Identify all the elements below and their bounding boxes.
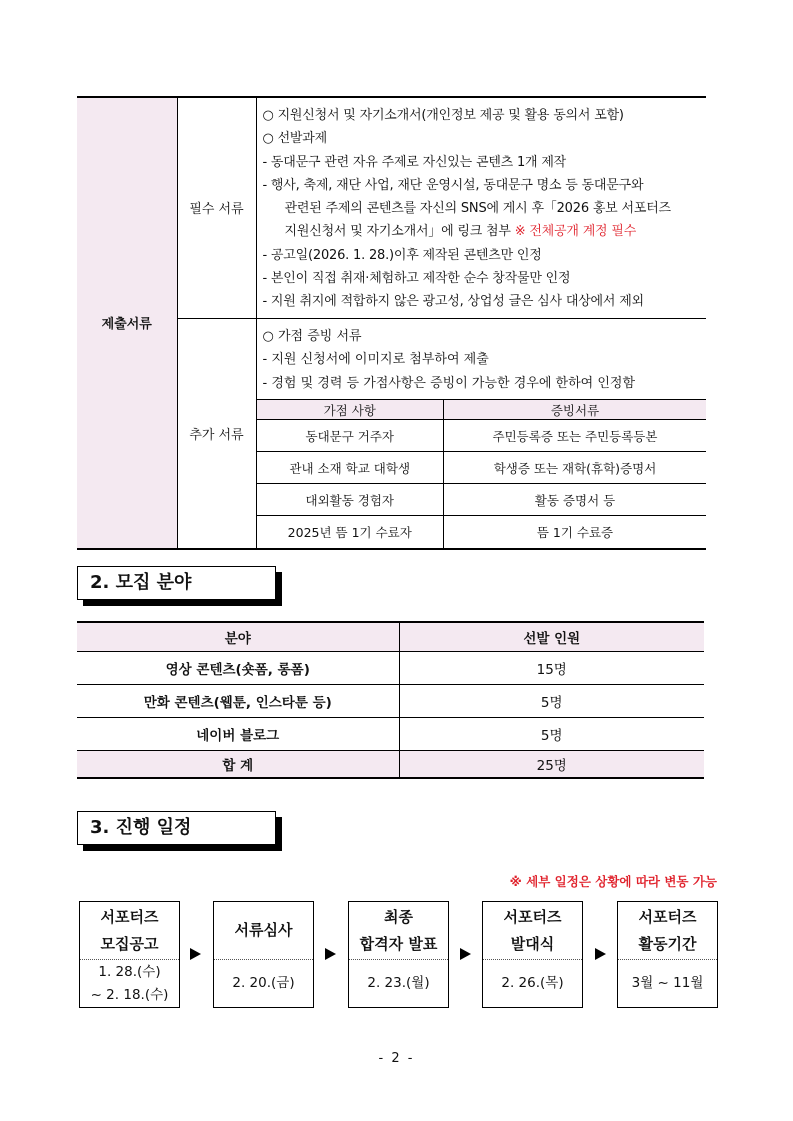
table-row bbox=[257, 420, 707, 452]
bonus-points-table bbox=[257, 399, 707, 548]
additional-label: 추가 서류 bbox=[177, 318, 256, 549]
total-count: 25명 bbox=[399, 750, 704, 778]
header-field: 분야 bbox=[77, 622, 399, 651]
bonus-proof: 학생증 또는 재학(휴학)증명서 bbox=[444, 452, 707, 484]
step-date bbox=[214, 960, 313, 1007]
table-row bbox=[257, 452, 707, 484]
additional-content bbox=[256, 318, 706, 549]
required-line: - 공고일(2026. 1. 28.)이후 제작된 콘텐츠만 인정 bbox=[262, 247, 542, 263]
step-date-line1: 2. 20.(금) bbox=[232, 975, 295, 991]
bonus-item: 동대문구 거주자 bbox=[257, 420, 444, 452]
category-cell: 제출서류 bbox=[77, 97, 177, 549]
required-content bbox=[256, 97, 706, 318]
step-title-line1: 서포터즈 bbox=[638, 907, 697, 926]
step-title-line1: 서류심사 bbox=[234, 921, 293, 939]
arrow-right-icon bbox=[460, 948, 471, 960]
bonus-item: 대외활동 경험자 bbox=[257, 484, 444, 516]
table-row bbox=[77, 651, 704, 684]
public-account-note: ※ 전체공개 계정 필수 bbox=[514, 224, 637, 240]
arrow-right-icon bbox=[325, 948, 336, 960]
step-title-line2: 합격자 발표 bbox=[359, 934, 438, 953]
required-line: - 행사, 축제, 재단 사업, 재단 운영시설, 동대문구 명소 등 동대문구와 bbox=[262, 177, 644, 193]
header-count: 선발 인원 bbox=[399, 622, 704, 651]
step-title bbox=[618, 902, 717, 960]
field-name: 영상 콘텐츠(숏폼, 롱폼) bbox=[77, 651, 399, 684]
page-number: - 2 - bbox=[378, 1051, 415, 1066]
total-row bbox=[77, 750, 704, 778]
field-count: 15명 bbox=[399, 651, 704, 684]
step-title bbox=[483, 902, 582, 960]
recruitment-table bbox=[77, 621, 704, 779]
step-title bbox=[349, 902, 448, 960]
table-row bbox=[77, 684, 704, 717]
schedule-step-launch bbox=[482, 901, 583, 1008]
section-3-heading: 3. 진행 일정 bbox=[77, 811, 276, 845]
field-count: 5명 bbox=[399, 717, 704, 750]
section-2-heading: 2. 모집 분야 bbox=[77, 566, 276, 600]
schedule-step-screening bbox=[213, 901, 314, 1008]
table-row bbox=[257, 516, 707, 548]
step-title-line2: 모집공고 bbox=[100, 934, 159, 953]
step-date bbox=[483, 960, 582, 1007]
step-date-line2: ~ 2. 18.(수) bbox=[90, 986, 169, 1003]
arrow-right-icon bbox=[190, 948, 201, 960]
recruitment-header bbox=[77, 622, 704, 651]
bonus-item: 2025년 뜸 1기 수료자 bbox=[257, 516, 444, 548]
step-title-line1: 최종 bbox=[384, 907, 413, 926]
step-title bbox=[80, 902, 179, 960]
arrow-right-icon bbox=[595, 948, 606, 960]
additional-line: - 경험 및 경력 등 가점사항은 증빙이 가능한 경우에 한하여 인정함 bbox=[262, 375, 636, 391]
schedule-step-recruit bbox=[79, 901, 180, 1008]
required-line: - 동대문구 관련 자유 주제로 자신있는 콘텐츠 1개 제작 bbox=[262, 154, 567, 170]
required-label: 필수 서류 bbox=[177, 97, 256, 318]
step-date bbox=[618, 960, 717, 1007]
required-line bbox=[263, 220, 701, 243]
bonus-header-proof: 증빙서류 bbox=[444, 400, 707, 420]
bonus-header-item: 가점 사항 bbox=[257, 400, 444, 420]
step-title-line2: 활동기간 bbox=[638, 934, 697, 953]
step-title-line1: 서포터즈 bbox=[100, 907, 159, 926]
schedule-note: ※ 세부 일정은 상황에 따라 변동 가능 bbox=[509, 874, 717, 889]
documents-table bbox=[77, 96, 706, 550]
field-count: 5명 bbox=[399, 684, 704, 717]
total-label: 합 계 bbox=[77, 750, 399, 778]
bonus-table-header bbox=[257, 400, 707, 420]
step-date-line1: 2. 26.(목) bbox=[501, 975, 564, 991]
required-line: - 지원 취지에 적합하지 않은 광고성, 상업성 글은 심사 대상에서 제외 bbox=[262, 294, 644, 310]
step-date bbox=[80, 960, 179, 1007]
step-date-line1: 2. 23.(월) bbox=[367, 975, 430, 991]
required-line: ○ 지원신청서 및 자기소개서(개인정보 제공 및 활용 동의서 포함) bbox=[262, 108, 624, 123]
step-date-line1: 1. 28.(수) bbox=[98, 963, 161, 980]
schedule-step-announcement bbox=[348, 901, 449, 1008]
table-row bbox=[257, 484, 707, 516]
additional-line: - 지원 신청서에 이미지로 첨부하여 제출 bbox=[262, 352, 489, 368]
required-line-text: 지원신청서 및 자기소개서」에 링크 첨부 bbox=[284, 224, 511, 240]
required-line: - 본인이 직접 취재·체험하고 제작한 순수 창작물만 인정 bbox=[262, 271, 571, 287]
bonus-proof: 주민등록증 또는 주민등록등본 bbox=[444, 420, 707, 452]
step-date bbox=[349, 960, 448, 1007]
required-line: ○ 선발과제 bbox=[262, 131, 328, 147]
schedule-step-activity bbox=[617, 901, 718, 1008]
additional-line: ○ 가점 증빙 서류 bbox=[262, 328, 362, 344]
bonus-proof: 뜸 1기 수료증 bbox=[444, 516, 707, 548]
step-title-line2: 발대식 bbox=[510, 934, 555, 953]
step-date-line1: 3월 ~ 11월 bbox=[631, 975, 704, 991]
step-title-line1: 서포터즈 bbox=[503, 907, 562, 926]
required-line: 관련된 주제의 콘텐츠를 자신의 SNS에 게시 후「2026 홍보 서포터즈 bbox=[284, 201, 671, 217]
field-name: 네이버 블로그 bbox=[77, 717, 399, 750]
field-name: 만화 콘텐츠(웹툰, 인스타툰 등) bbox=[77, 684, 399, 717]
step-title bbox=[214, 902, 313, 960]
bonus-proof: 활동 증명서 등 bbox=[444, 484, 707, 516]
required-row bbox=[77, 97, 706, 318]
bonus-item: 관내 소재 학교 대학생 bbox=[257, 452, 444, 484]
table-row bbox=[77, 717, 704, 750]
